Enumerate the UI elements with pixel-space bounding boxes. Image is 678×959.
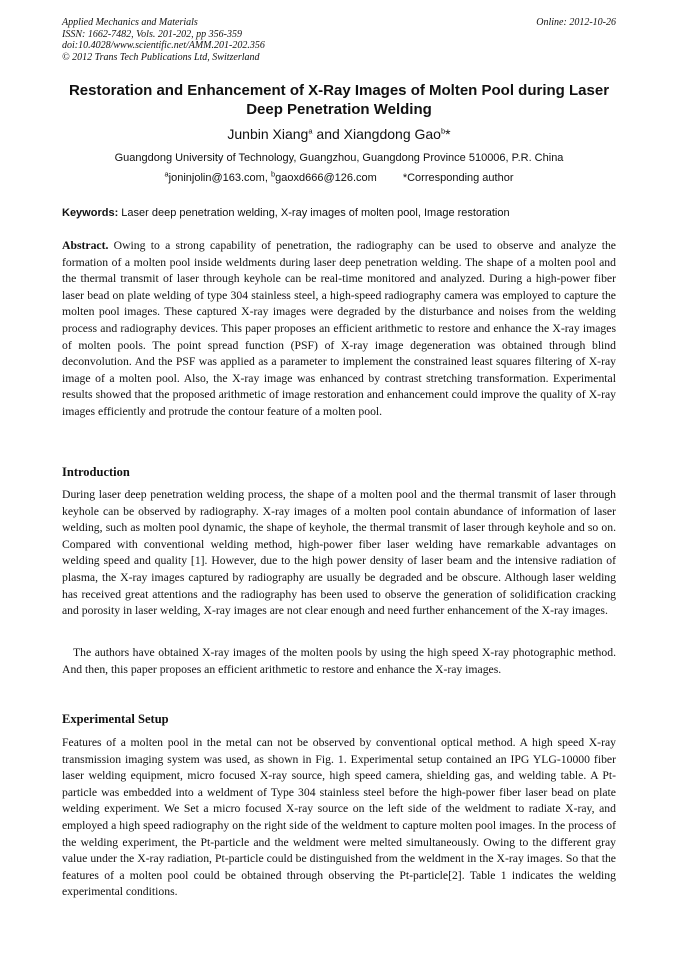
keywords-label: Keywords:	[62, 207, 119, 219]
author-1-sup: a	[308, 126, 313, 136]
author-1: Junbin Xiang	[227, 126, 309, 142]
introduction-paragraph-1: During laser deep penetration welding process, the shape of a molten pool and the thermal transmit of laser through keyhole can be observed by radiography. X-ray images of a molten pool contain abundance of information of laser welding, such as molten pool dynamic, the shape of keyhole, the thermal transmit of laser through keyhole and so on. Compared with conventional welding method, high-power fiber laser welding have remarkable advantages on welding speed and quality [1]. However, due to the high power density of laser beam and the intensive radiation of plasma, the X-ray images captured by radiography are usually be degraded and be obscure. Although laser welding has received great attentions and the radiography has been used to observe the generation of solidification cracking and porosity in laser welding, X-ray images are not clear enough and need further enhancement of the X-ray images.	[62, 488, 616, 618]
email-a-sup: a	[164, 169, 169, 179]
author-2-sup: b	[440, 126, 446, 136]
issn-line: ISSN: 1662-7482, Vols. 201-202, pp 356-359	[62, 28, 242, 40]
doi-line: doi:10.4028/www.scientific.net/AMM.201-202.356	[62, 40, 265, 51]
online-date: Online: 2012-10-26	[536, 17, 616, 28]
author-2: Xiangdong Gao	[343, 126, 441, 142]
copyright-line: © 2012 Trans Tech Publications Ltd, Switzerland	[62, 51, 260, 63]
email-line	[62, 171, 616, 185]
abstract-label: Abstract.	[62, 239, 109, 252]
abstract	[62, 238, 616, 421]
experimental-heading: Experimental Setup	[62, 712, 169, 726]
author-line	[62, 126, 616, 143]
email-a: joninjolin@163.com,	[168, 172, 271, 184]
keywords	[62, 206, 616, 220]
email-b: gaoxd666@126.com	[275, 172, 377, 184]
introduction-heading: Introduction	[62, 465, 130, 479]
journal-name: Applied Mechanics and Materials	[62, 17, 198, 28]
experimental-paragraph-1: Features of a molten pool in the metal can not be observed by conventional optical method. A high speed X-ray transmission imaging system was used, as shown in Fig. 1. Experimental setup contained an IPG YLG-10000 fiber laser welding equipment, micro focused X-ray source, high speed camera, shielding gas, and welding table. A Pt-particle was embedded into a weldment of Type 304 stainless steel before the high-power fiber laser bead on plate welding experiment. We Set a micro focused X-ray source on the left side of the weldment to radiate X-ray, and employed a high speed radiography on the right side of the weldment to capture molten pool images. In the process of the welding experiment, the Pt-particle and the weldment were melted simultaneously. Owing to the different gray value under the X-ray radiation, Pt-particle could be distinguished from the weldment in the X-ray images. So that the features of a molten pool could be obtained through observing the Pt-particle[2]. Table 1 indicates the welding experimental conditions.	[62, 736, 616, 899]
introduction-paragraph-2: The authors have obtained X-ray images of the molten pools by using the high speed X-ray photographic method. And then, this paper proposes an efficient arithmetic to restore and enhance the X-ray images.	[62, 646, 616, 676]
email-b-sup: b	[270, 169, 276, 179]
affiliation: Guangdong University of Technology, Guangzhou, Guangdong Province 510006, P.R. China	[114, 152, 564, 164]
corresponding-mark: *	[445, 126, 451, 142]
corresponding-note: *Corresponding author	[402, 172, 514, 184]
abstract-text: Owing to a strong capability of penetration, the radiography can be used to observe and analyze the formation of a molten pool inside weldments during laser deep penetration welding. The shape of a molten pool and the thermal transmit of laser through keyhole can be real-time monitored and analyzed. During a high-power fiber laser bead on plate welding of type 304 stainless steel, a high-speed radiography camera was employed to capture the molten pool images. These captured X-ray images were degraded by the disturbance and noises from the welding process and radiography devices. This paper proposes an efficient arithmetic to restore and enhance the X-ray images of molten pools. The point spread function (PSF) of X-ray image degeneration was obtained through blind deconvolution. And the PSF was applied as a parameter to implement the constrained least squares filtering of X-ray image of a molten pool. Also, the X-ray image was enhanced by contrast stretching transformation. Experimental results showed that the proposed arithmetic of image restoration and enhancement could improve the quality of X-ray images efficiently and protrude the contour feature of a molten pool.	[62, 239, 616, 418]
journal-header	[62, 17, 265, 63]
keywords-text: Laser deep penetration welding, X-ray images of molten pool, Image restoration	[118, 207, 510, 219]
paper-title: Restoration and Enhancement of X-Ray Images of Molten Pool during Laser Deep Penetration Welding	[68, 82, 610, 118]
author-joiner: and	[312, 126, 344, 142]
